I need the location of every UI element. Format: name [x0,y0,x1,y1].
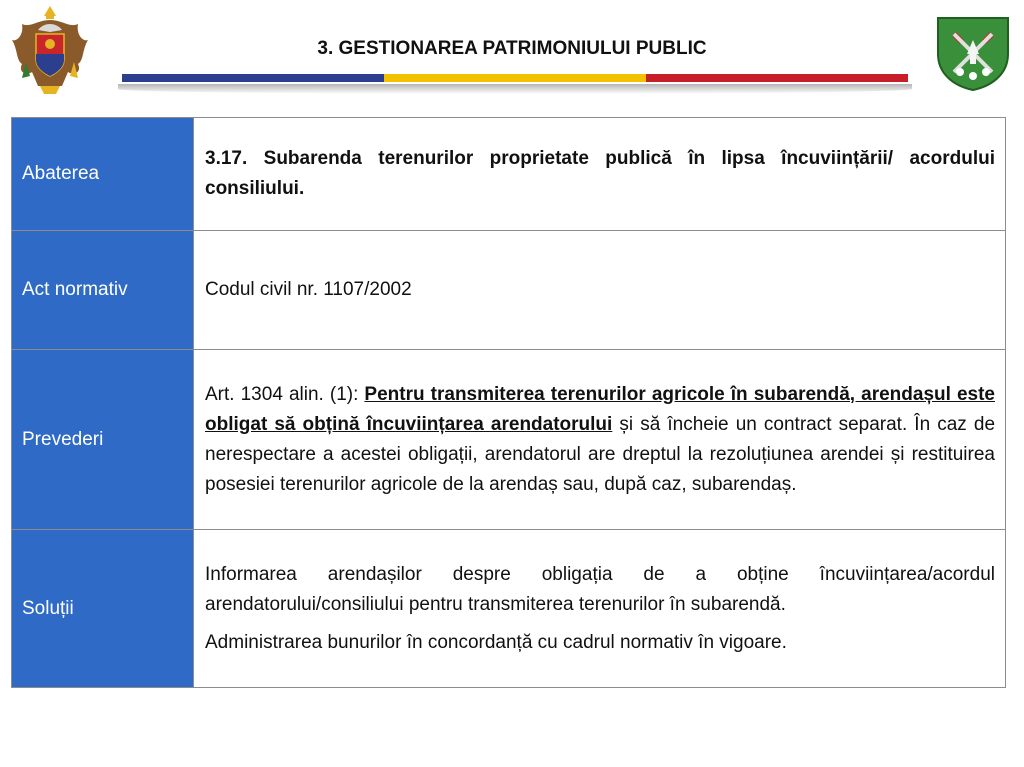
tricolor-bar [122,74,908,82]
table-row-prevederi [12,350,1006,530]
table-row-solutii [12,530,1006,688]
page-title: 3. GESTIONAREA PATRIMONIULUI PUBLIC [317,38,707,59]
row-label-act-normativ: Act normativ [12,231,194,350]
row-text-solutii [194,530,1006,688]
row-text-abaterea: 3.17. Subarenda terenurilor proprietate publică în lipsa încuviințării/ acordului consiliului. [194,118,1006,231]
flag-blue-stripe [122,74,384,82]
row-label-prevederi: Prevederi [12,350,194,530]
flag-yellow-stripe [384,74,646,82]
prevederi-suffix: și să încheie un contract separat. În caz de nerespectare a acestei obligații, arendatorul are dreptul la rezoluțiunea arendei și restituirea posesiei terenurilor agricole de la arendaș sau, după caz, subarendaș. [205,413,996,495]
table-row-act-normativ [12,231,1006,350]
flag-red-stripe [646,74,908,82]
row-label-abaterea: Abaterea [12,118,194,231]
table-row-abaterea [12,118,1006,231]
row-text-prevederi [194,350,1006,530]
solutii-paragraph-2: Administrarea bunurilor în concordanță cu cadrul normativ în vigoare. [205,631,787,653]
row-label-solutii: Soluții [12,530,194,688]
prevederi-emphasis: Pentru transmiterea terenurilor agricole în subarendă, arendașul este obligat să obțină încuviințarea arendatorului [205,383,995,435]
prevederi-prefix: Art. 1304 alin. (1): [205,383,365,405]
tricolor-bar-shadow [118,84,912,94]
row-text-act-normativ: Codul civil nr. 1107/2002 [194,231,1006,350]
solutii-paragraph-1: Informarea arendașilor despre obligația de a obține încuviințarea/acordul arendatorului/consiliului pentru transmiterea terenurilor în subarendă. [205,563,995,615]
audit-table [11,117,1006,688]
green-shield-emblem-icon [934,14,1012,92]
